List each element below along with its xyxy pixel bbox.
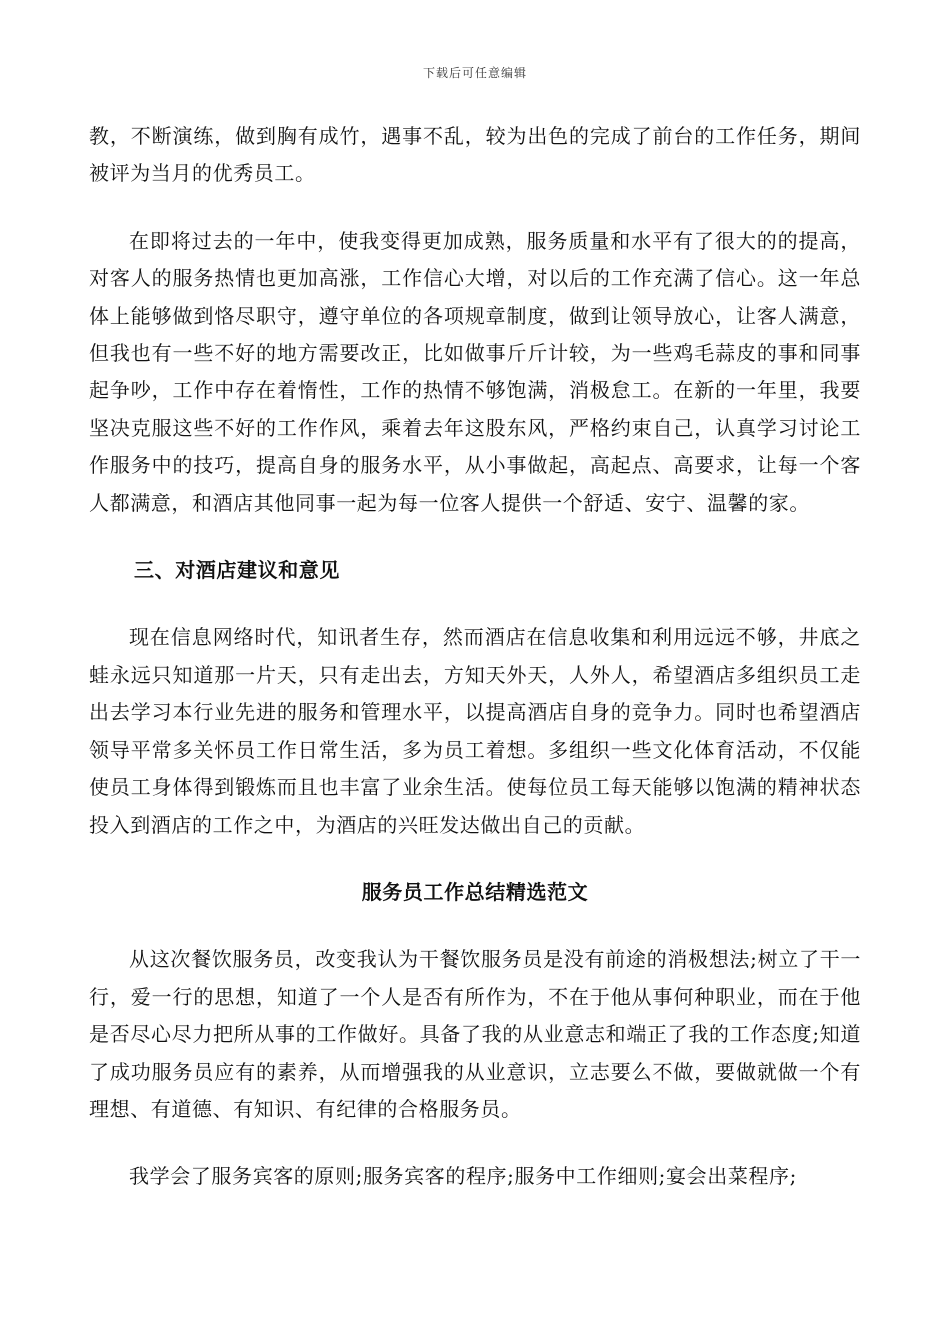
paragraph-continued: 教，不断演练，做到胸有成竹，遇事不乱，较为出色的完成了前台的工作任务，期间被评为当月的优秀员工。	[89, 124, 861, 186]
paragraph-year-review: 在即将过去的一年中，使我变得更加成熟，服务质量和水平有了很大的的提高，对客人的服务热情也更加高涨，工作信心大增，对以后的工作充满了信心。这一年总体上能够做到恪尽职守，遵守单位的各项规章制度，做到让领导放心，让客人满意，但我也有一些不好的地方需要改正，比如做事斤斤计较，为一些鸡毛蒜皮的事和同事起争吵，工作中存在着惰性，工作的热情不够饱满，消极怠工。在新的一年里，我要坚决克服这些不好的工作作风，乘着去年这股东风，严格约束自己，认真学习讨论工作服务中的技巧，提高自身的服务水平，从小事做起，高起点、高要求，让每一个客人都满意，和酒店其他同事一起为每一位客人提供一个舒适、安宁、温馨的家。	[89, 228, 861, 515]
document-body	[89, 118, 861, 1196]
paragraph-attitude: 从这次餐饮服务员，改变我认为干餐饮服务员是没有前途的消极想法;树立了干一行，爱一行的思想，知道了一个人是否有所作为，不在于他从事何种职业，而在于他是否尽心尽力把所从事的工作做好。具备了我的从业意志和端正了我的工作态度;知道了成功服务员应有的素养，从而增强我的从业意识，立志要么不做，要做就做一个有理想、有道德、有知识、有纪律的合格服务员。	[89, 947, 861, 1121]
paragraph-learned: 我学会了服务宾客的原则;服务宾客的程序;服务中工作细则;宴会出菜程序;	[129, 1164, 797, 1189]
header-note: 下载后可任意编辑	[422, 66, 527, 80]
section-heading-suggestions: 三、对酒店建议和意见	[134, 558, 340, 583]
paragraph-suggestions: 现在信息网络时代，知讯者生存，然而酒店在信息收集和利用远远不够，井底之蛙永远只知道那一片天，只有走出去，方知天外天，人外人，希望酒店多组织员工走出去学习本行业先进的服务和管理水平，以提高酒店自身的竞争力。同时也希望酒店领导平常多关怀员工作日常生活，多为员工着想。多组织一些文化体育活动，不仅能使员工身体得到锻炼而且也丰富了业余生活。使每位员工每天能够以饱满的精神状态投入到酒店的工作之中，为酒店的兴旺发达做出自己的贡献。	[89, 625, 861, 837]
article-title: 服务员工作总结精选范文	[361, 879, 589, 904]
